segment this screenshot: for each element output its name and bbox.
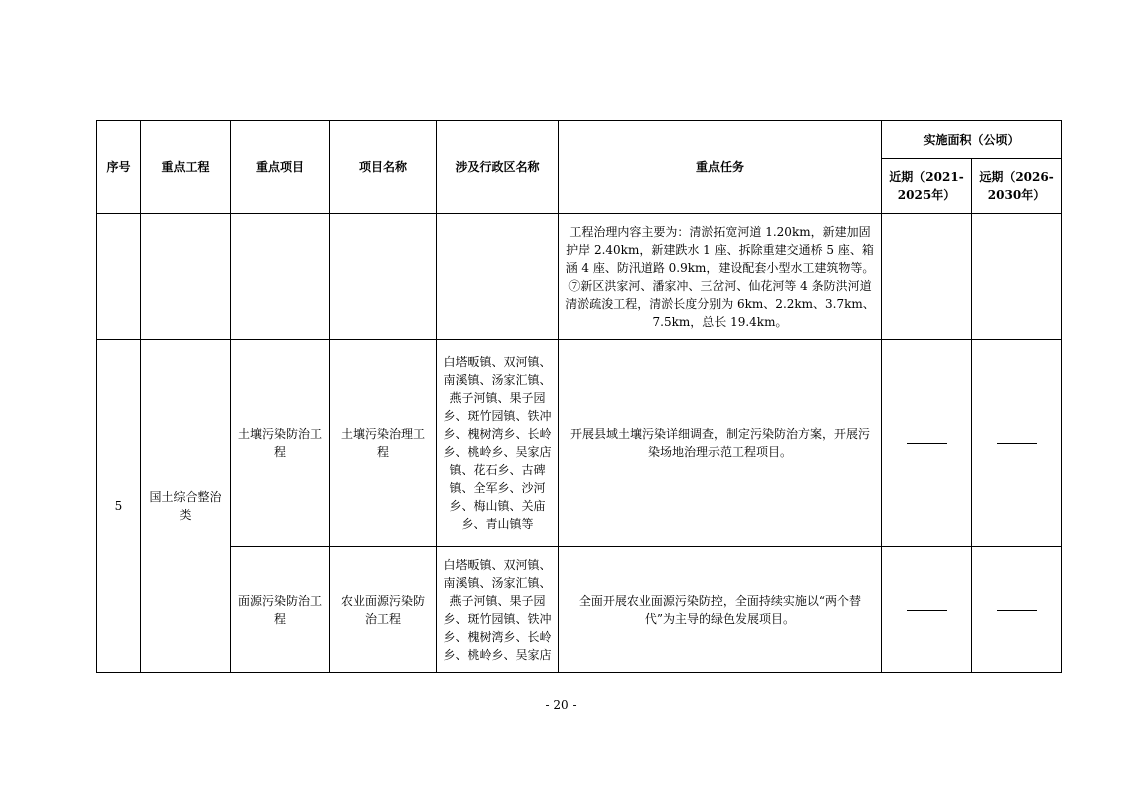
cell-key-project <box>231 214 330 340</box>
header-project-name: 项目名称 <box>330 121 437 214</box>
cell-near-term <box>882 340 972 547</box>
cell-key-project: 面源污染防治工程 <box>231 547 330 673</box>
header-key-engineering: 重点工程 <box>141 121 231 214</box>
cell-admin-area <box>437 214 559 340</box>
cell-key-task: 全面开展农业面源污染防控，全面持续实施以“两个替代”为主导的绿色发展项目。 <box>559 547 882 673</box>
cell-key-task: 开展县域土壤污染详细调查，制定污染防治方案，开展污染场地治理示范工程项目。 <box>559 340 882 547</box>
cell-key-engineering <box>141 214 231 340</box>
cell-long-term <box>972 340 1062 547</box>
header-long-term: 远期（2026-2030年） <box>972 159 1062 214</box>
cell-project-name: 土壤污染治理工程 <box>330 340 437 547</box>
header-key-task: 重点任务 <box>559 121 882 214</box>
page-number: - 20 - <box>545 698 577 712</box>
cell-seq <box>97 214 141 340</box>
dash-mark <box>997 443 1037 444</box>
cell-key-engineering: 国土综合整治类 <box>141 340 231 673</box>
dash-mark <box>907 610 947 611</box>
cell-near-term <box>882 547 972 673</box>
table-row <box>97 214 1062 340</box>
header-near-term: 近期（2021-2025年） <box>882 159 972 214</box>
cell-key-task: 工程治理内容主要为：清淤拓宽河道 1.20km，新建加固护岸 2.40km，新建跌水 1 座、拆除重建交通桥 5 座、箱涵 4 座、防汛道路 0.9km，建设配套小型水工建筑物等。⑦新区洪家河、潘家冲、三岔河、仙花河等 4 条防洪河道清淤疏浚工程，清淤长度分别为 6km、2.2km、3.7km、7.5km，总长 19.4km。 <box>559 214 882 340</box>
header-row-1 <box>97 121 1062 159</box>
header-seq: 序号 <box>97 121 141 214</box>
cell-project-name <box>330 214 437 340</box>
cell-admin-area: 白塔畈镇、双河镇、南溪镇、汤家汇镇、燕子河镇、果子园乡、斑竹园镇、铁冲乡、槐树湾乡、长岭乡、桃岭乡、吴家店镇、花石乡、古碑镇、全军乡、沙河乡、梅山镇、关庙乡、青山镇等 <box>437 340 559 547</box>
table-row <box>97 340 1062 547</box>
table-row <box>97 547 1062 673</box>
header-admin-area: 涉及行政区名称 <box>437 121 559 214</box>
cell-near-term <box>882 214 972 340</box>
cell-admin-area: 白塔畈镇、双河镇、南溪镇、汤家汇镇、燕子河镇、果子园乡、斑竹园镇、铁冲乡、槐树湾乡、长岭乡、桃岭乡、吴家店 <box>437 547 559 673</box>
cell-long-term <box>972 547 1062 673</box>
header-key-project: 重点项目 <box>231 121 330 214</box>
dash-mark <box>997 610 1037 611</box>
cell-long-term <box>972 214 1062 340</box>
cell-key-project: 土壤污染防治工程 <box>231 340 330 547</box>
header-area-group: 实施面积（公顷） <box>882 121 1062 159</box>
project-table <box>96 120 1062 673</box>
cell-project-name: 农业面源污染防治工程 <box>330 547 437 673</box>
cell-seq: 5 <box>97 340 141 673</box>
dash-mark <box>907 443 947 444</box>
